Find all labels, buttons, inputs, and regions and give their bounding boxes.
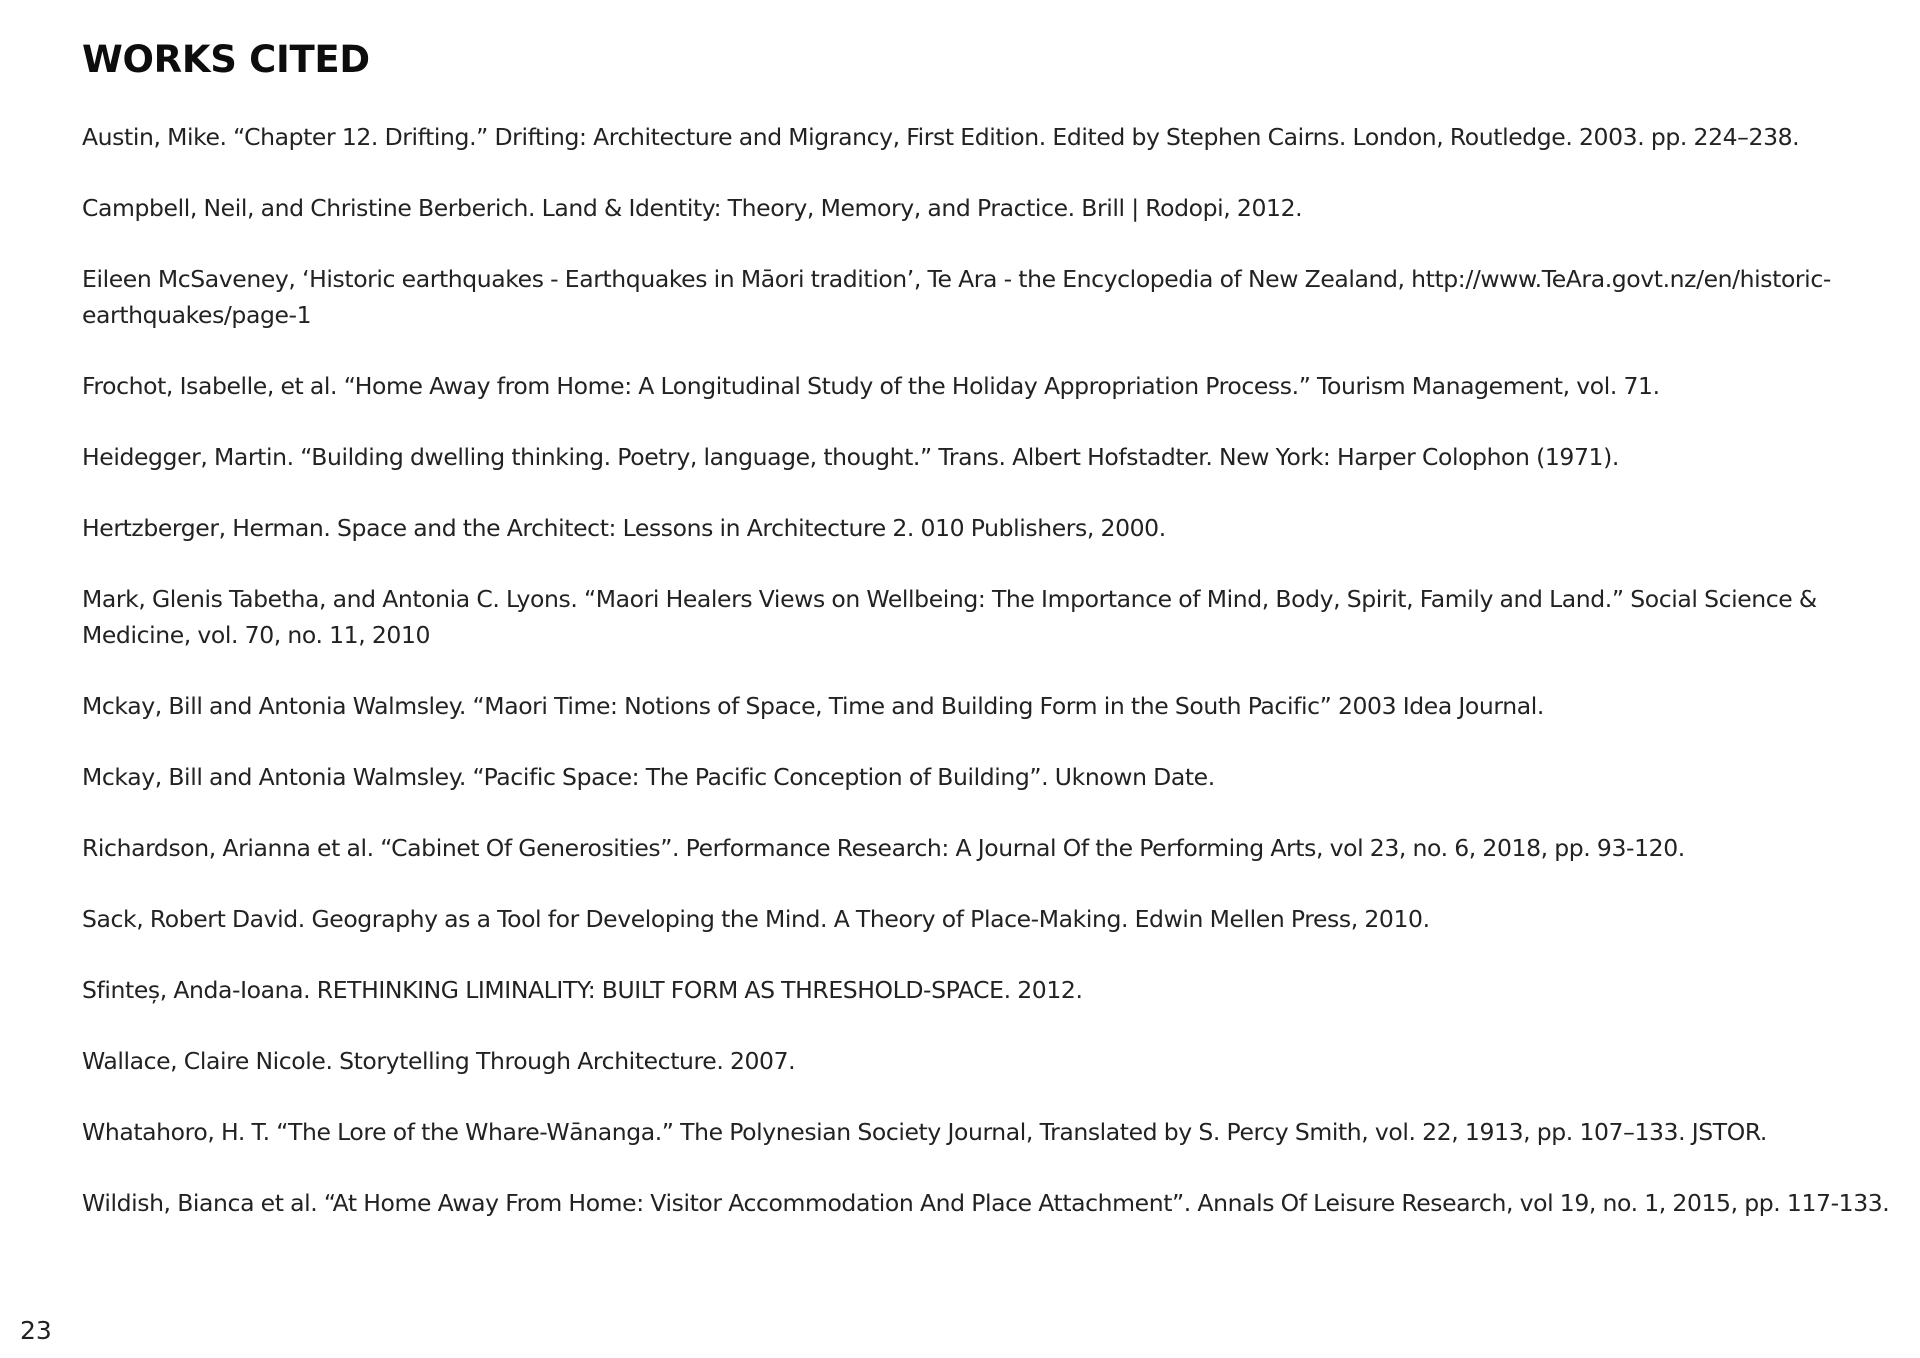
citation-entry: Hertzberger, Herman. Space and the Architect: Lessons in Architecture 2. 010 Publishers, 2000. [82, 514, 1166, 542]
citation-entry: Wildish, Bianca et al. “At Home Away From Home: Visitor Accommodation And Place Attachment”. Annals Of Leisure Research, vol 19, no. 1, 2015, pp. 117-133. [82, 1189, 1890, 1217]
citation-entry: Whatahoro, H. T. “The Lore of the Whare-Wānanga.” The Polynesian Society Journal, Translated by S. Percy Smith, vol. 22, 1913, pp. 107–133. JSTOR. [82, 1118, 1767, 1146]
citation-entry: Austin, Mike. “Chapter 12. Drifting.” Drifting: Architecture and Migrancy, First Edition. Edited by Stephen Cairns. London, Routledge. 2003. pp. 224–238. [82, 123, 1800, 151]
citation-entry: Campbell, Neil, and Christine Berberich. Land & Identity: Theory, Memory, and Practice. Brill | Rodopi, 2012. [82, 194, 1303, 222]
citation-entry: Mckay, Bill and Antonia Walmsley. “Maori Time: Notions of Space, Time and Building Form in the South Pacific” 2003 Idea Journal. [82, 692, 1544, 720]
citation-entry: Frochot, Isabelle, et al. “Home Away from Home: A Longitudinal Study of the Holiday Appropriation Process.” Tourism Management, vol. 71. [82, 372, 1660, 400]
citation-entry: Richardson, Arianna et al. “Cabinet Of Generosities”. Performance Research: A Journal Of the Performing Arts, vol 23, no. 6, 2018, pp. 93-120. [82, 834, 1685, 862]
citation-entry: Wallace, Claire Nicole. Storytelling Through Architecture. 2007. [82, 1047, 796, 1075]
page-title: WORKS CITED [82, 38, 370, 81]
page-number: 23 [20, 1316, 52, 1345]
citation-entry: Sack, Robert David. Geography as a Tool for Developing the Mind. A Theory of Place-Making. Edwin Mellen Press, 2010. [82, 905, 1430, 933]
citation-entry: Heidegger, Martin. “Building dwelling thinking. Poetry, language, thought.” Trans. Albert Hofstadter. New York: Harper Colophon (1971). [82, 443, 1619, 471]
citation-entry: Eileen McSaveney, ‘Historic earthquakes - Earthquakes in Māori tradition’, Te Ara - the Encyclopedia of New Zealand, http://www.TeAra.govt.nz/en/historic-earthquakes/page-1 [82, 265, 1831, 329]
citation-entry: Mckay, Bill and Antonia Walmsley. “Pacific Space: The Pacific Conception of Building”. Uknown Date. [82, 763, 1215, 791]
citation-entry: Mark, Glenis Tabetha, and Antonia C. Lyons. “Maori Healers Views on Wellbeing: The Importance of Mind, Body, Spirit, Family and Land.” Social Science & Medicine, vol. 70, no. 11, 2010 [82, 585, 1817, 649]
citation-entry: Sfinteș, Anda-Ioana. RETHINKING LIMINALITY: BUILT FORM AS THRESHOLD-SPACE. 2012. [82, 976, 1083, 1004]
works-cited-list [82, 119, 1902, 1256]
